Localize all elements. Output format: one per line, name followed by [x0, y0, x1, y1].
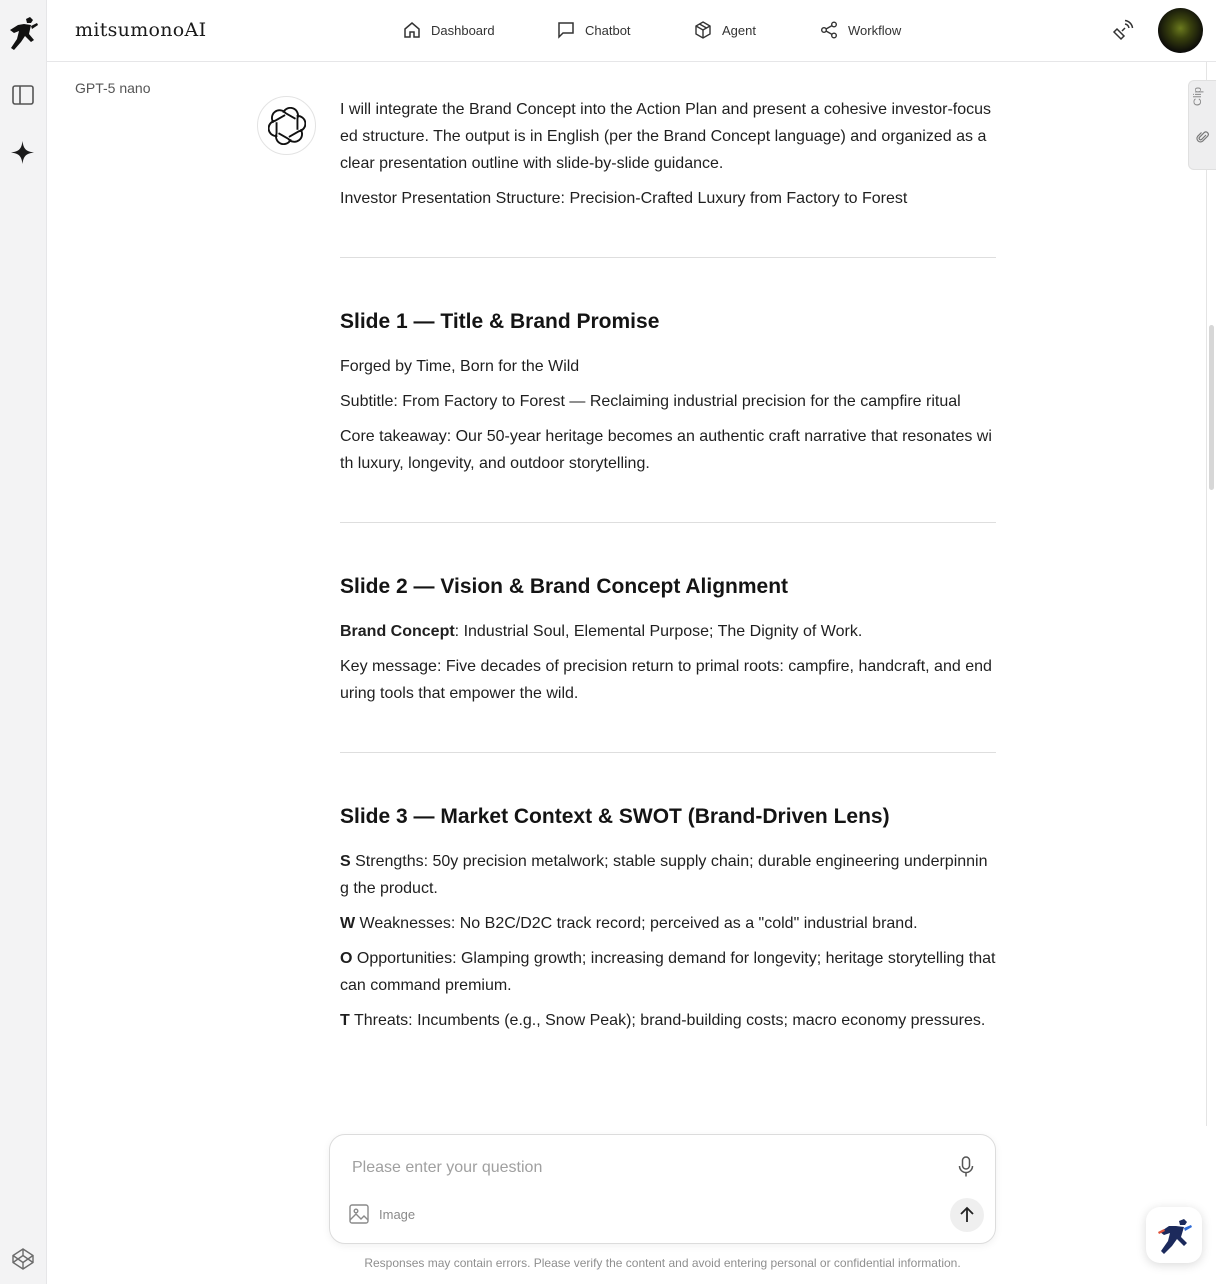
- swot-letter: S: [340, 853, 351, 870]
- nav-chatbot[interactable]: [556, 19, 693, 41]
- slide3-heading: Slide 3 — Market Context & SWOT (Brand-Driven Lens): [340, 805, 890, 828]
- scrollbar-thumb[interactable]: [1209, 325, 1214, 490]
- swot-weaknesses: [340, 910, 996, 937]
- clip-tab[interactable]: [1188, 80, 1216, 170]
- image-label: Image: [379, 1206, 416, 1222]
- runner-mascot-icon: [1154, 1215, 1194, 1255]
- nav-label: Agent: [722, 22, 756, 38]
- question-input[interactable]: [352, 1155, 932, 1181]
- left-rail: [0, 0, 47, 1284]
- paperclip-icon: [1196, 130, 1210, 144]
- swot-text: Weaknesses: No B2C/D2C track record; perceived as a "cold" industrial brand.: [355, 915, 918, 932]
- swot-letter: O: [340, 950, 353, 967]
- user-avatar[interactable]: [1158, 8, 1203, 53]
- slide2-heading: Slide 2 — Vision & Brand Concept Alignment: [340, 575, 789, 598]
- swot-opportunities: [340, 945, 996, 999]
- model-name[interactable]: GPT-5 nano: [75, 80, 151, 96]
- nav-dashboard[interactable]: [402, 19, 556, 41]
- nav-label: Chatbot: [585, 22, 631, 38]
- swot-text: Threats: Incumbents (e.g., Snow Peak); brand-building costs; macro economy pressures.: [349, 1012, 986, 1029]
- clip-label: Clip: [1192, 87, 1204, 106]
- assistant-avatar: [257, 96, 316, 155]
- assistant-message: [340, 96, 996, 1042]
- nav-workflow[interactable]: [819, 19, 929, 41]
- main-nav: [402, 19, 929, 41]
- box-icon: [693, 20, 713, 40]
- brand-concept-text: : Industrial Soul, Elemental Purpose; The Dignity of Work.: [454, 623, 863, 640]
- slide2-key-message: Key message: Five decades of precision return to primal roots: campfire, handcraft, and enduring tools that empower the wild.: [340, 658, 992, 702]
- codepen-icon[interactable]: [11, 1247, 35, 1271]
- runner-logo-icon[interactable]: [6, 16, 40, 54]
- nav-label: Workflow: [848, 22, 902, 38]
- swot-letter: W: [340, 915, 356, 932]
- scrollbar-track: [1206, 62, 1207, 1126]
- top-header: [47, 0, 1216, 62]
- image-upload-button[interactable]: [348, 1203, 415, 1225]
- slide1-heading: Slide 1 — Title & Brand Promise: [340, 310, 660, 333]
- chat-icon: [556, 20, 576, 40]
- send-button[interactable]: [950, 1198, 984, 1232]
- image-icon: [348, 1203, 370, 1225]
- chat-composer: [329, 1134, 996, 1244]
- brand-name[interactable]: mitsumonoAI: [75, 19, 207, 41]
- slide1-core: Core takeaway: Our 50-year heritage becomes an authentic craft narrative that resonates with luxury, longevity, and outdoor storytelling.: [340, 428, 992, 472]
- swot-text: Opportunities: Glamping growth; increasing demand for longevity; heritage storytelling that can command premium.: [340, 950, 996, 994]
- swot-text: Strengths: 50y precision metalwork; stable supply chain; durable engineering underpinning the product.: [340, 853, 988, 897]
- microphone-icon[interactable]: [956, 1155, 976, 1179]
- share-icon: [819, 20, 839, 40]
- disclaimer-text: Responses may contain errors. Please verify the content and avoid entering personal or confidential information.: [364, 1256, 961, 1270]
- sparkle-icon[interactable]: [10, 140, 35, 165]
- sidebar-toggle-icon[interactable]: [11, 84, 35, 106]
- satellite-icon[interactable]: [1110, 19, 1134, 43]
- swot-letter: T: [340, 1012, 350, 1029]
- slide1-subtitle: Subtitle: From Factory to Forest — Reclaiming industrial precision for the campfire ritual: [340, 393, 961, 410]
- swot-strengths: [340, 848, 996, 902]
- intro-text: I will integrate the Brand Concept into the Action Plan and present a cohesive investor-focused structure. The output is in English (per the Brand Concept language) and organized as a clear presentation outline with slide-by-slide guidance.: [340, 101, 992, 172]
- home-icon: [402, 20, 422, 40]
- divider: [340, 752, 996, 753]
- slide2-concept: [340, 618, 996, 645]
- nav-label: Dashboard: [431, 22, 495, 38]
- swot-threats: [340, 1007, 996, 1034]
- slide1-tagline: Forged by Time, Born for the Wild: [340, 358, 580, 375]
- nav-agent[interactable]: [693, 19, 819, 41]
- arrow-up-icon: [958, 1206, 976, 1224]
- brand-concept-label: Brand Concept: [340, 623, 455, 640]
- openai-logo-icon: [268, 107, 306, 145]
- divider: [340, 522, 996, 523]
- assistant-fab-button[interactable]: [1146, 1207, 1202, 1263]
- divider: [340, 257, 996, 258]
- structure-title: Investor Presentation Structure: Precision-Crafted Luxury from Factory to Forest: [340, 190, 908, 207]
